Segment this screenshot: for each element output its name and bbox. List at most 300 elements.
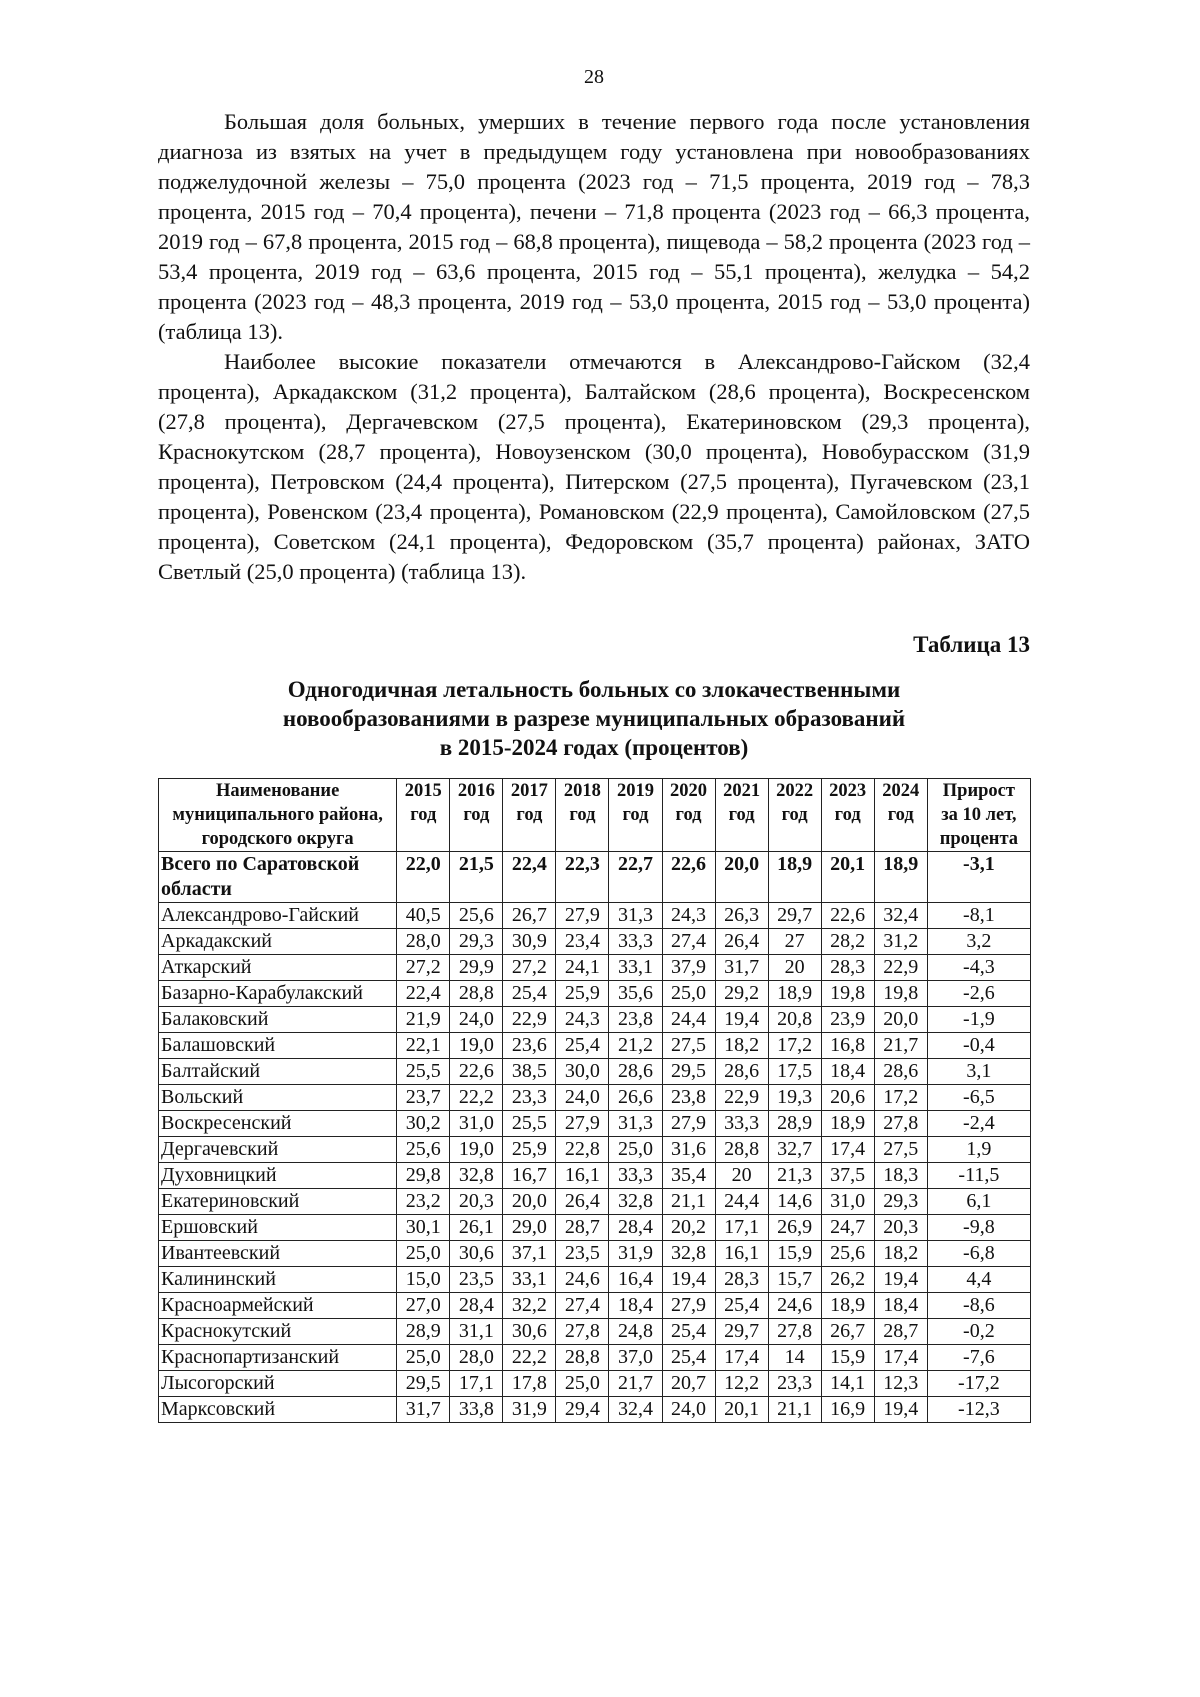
cell-value: 18,2 <box>874 1241 927 1267</box>
cell-value: 17,2 <box>874 1085 927 1111</box>
cell-value: 22,9 <box>715 1085 768 1111</box>
cell-value: 21,9 <box>397 1007 450 1033</box>
cell-value: 31,7 <box>397 1397 450 1423</box>
cell-value: 29,3 <box>450 929 503 955</box>
table-row <box>159 1085 1031 1111</box>
cell-value: 19,0 <box>450 1137 503 1163</box>
cell-value: 21,1 <box>768 1397 821 1423</box>
header-year-suffix: год <box>887 805 914 825</box>
header-year-suffix: год <box>463 805 490 825</box>
cell-value: 20,1 <box>821 852 874 903</box>
cell-value: 29,3 <box>874 1189 927 1215</box>
cell-value: 25,4 <box>662 1345 715 1371</box>
table-row <box>159 1007 1031 1033</box>
cell-value: 27,9 <box>662 1293 715 1319</box>
cell-growth: -8,1 <box>927 903 1030 929</box>
cell-value: 24,3 <box>556 1007 609 1033</box>
cell-value: 27 <box>768 929 821 955</box>
cell-value: 21,7 <box>874 1033 927 1059</box>
header-line: Наименование <box>215 781 340 801</box>
cell-value: 24,6 <box>768 1293 821 1319</box>
cell-value: 27,8 <box>768 1319 821 1345</box>
cell-value: 14,1 <box>821 1371 874 1397</box>
cell-value: 28,0 <box>450 1345 503 1371</box>
cell-value: 31,0 <box>450 1111 503 1137</box>
page-number: 28 <box>584 66 604 88</box>
row-name: Балаковский <box>159 1007 397 1033</box>
cell-value: 16,9 <box>821 1397 874 1423</box>
header-line: Прирост <box>942 781 1015 801</box>
cell-value: 27,8 <box>874 1111 927 1137</box>
cell-value: 28,9 <box>397 1319 450 1345</box>
cell-value: 25,4 <box>503 981 556 1007</box>
header-year-value: 2019 <box>616 781 654 801</box>
cell-value: 25,9 <box>503 1137 556 1163</box>
table-title <box>158 675 1030 762</box>
cell-growth: -2,4 <box>927 1111 1030 1137</box>
cell-value: 31,0 <box>821 1189 874 1215</box>
cell-value: 28,6 <box>609 1059 662 1085</box>
header-year-suffix: год <box>781 805 808 825</box>
cell-value: 14,6 <box>768 1189 821 1215</box>
cell-value: 24,0 <box>662 1397 715 1423</box>
cell-value: 25,5 <box>397 1059 450 1085</box>
cell-value: 17,1 <box>715 1215 768 1241</box>
cell-value: 26,1 <box>450 1215 503 1241</box>
cell-value: 22,6 <box>821 903 874 929</box>
cell-value: 15,9 <box>821 1345 874 1371</box>
row-name: Ивантеевский <box>159 1241 397 1267</box>
cell-value: 25,0 <box>609 1137 662 1163</box>
cell-value: 17,5 <box>768 1059 821 1085</box>
cell-value: 27,2 <box>503 955 556 981</box>
header-year-suffix: год <box>834 805 861 825</box>
table-title-line: новообразованиями в разрезе муниципальных образований <box>282 706 906 731</box>
header-year-value: 2017 <box>510 781 548 801</box>
cell-value: 40,5 <box>397 903 450 929</box>
row-name: Дергачевский <box>159 1137 397 1163</box>
cell-value: 21,3 <box>768 1163 821 1189</box>
cell-value: 19,4 <box>874 1397 927 1423</box>
cell-value: 28,3 <box>715 1267 768 1293</box>
cell-value: 21,1 <box>662 1189 715 1215</box>
cell-value: 31,7 <box>715 955 768 981</box>
table-row <box>159 1345 1031 1371</box>
table-row <box>159 1111 1031 1137</box>
cell-value: 22,0 <box>397 852 450 903</box>
cell-value: 23,8 <box>609 1007 662 1033</box>
cell-value: 27,5 <box>874 1137 927 1163</box>
cell-value: 20,0 <box>503 1189 556 1215</box>
cell-value: 26,9 <box>768 1215 821 1241</box>
header-year <box>821 779 874 852</box>
cell-value: 22,4 <box>503 852 556 903</box>
cell-growth: -0,4 <box>927 1033 1030 1059</box>
cell-value: 17,8 <box>503 1371 556 1397</box>
cell-value: 26,4 <box>556 1189 609 1215</box>
cell-value: 17,2 <box>768 1033 821 1059</box>
cell-value: 29,5 <box>662 1059 715 1085</box>
cell-value: 29,9 <box>450 955 503 981</box>
cell-value: 35,4 <box>662 1163 715 1189</box>
paragraph: Наиболее высокие показатели отмечаются в Александрово-Гайском (32,4 процента), Аркадакском (31,2 процента), Балтайском (28,6 процента), Воскресенском (27,8 процента), Дергачевском (27,5 процента), Екатериновском (29,3 процента), Краснокутском (28,7 процента), Новоузенском (30,0 процента), Новобурасском (31,9 процента), Петровском (24,4 процента), Питерском (27,5 процента), Пугачевском (23,1 процента), Ровенском (23,4 процента), Романовском (22,9 процента), Самойловском (27,5 процента), Советском (24,1 процента), Федоровском (35,7 процента) районах, ЗАТО Светлый (25,0 процента) (таблица 13). <box>158 349 1030 584</box>
cell-value: 23,4 <box>556 929 609 955</box>
cell-value: 29,8 <box>397 1163 450 1189</box>
body-text <box>158 107 1030 587</box>
total-row <box>159 852 1031 903</box>
cell-value: 26,7 <box>821 1319 874 1345</box>
cell-value: 17,4 <box>874 1345 927 1371</box>
cell-value: 16,1 <box>715 1241 768 1267</box>
cell-growth: 3,1 <box>927 1059 1030 1085</box>
cell-value: 29,5 <box>397 1371 450 1397</box>
row-name: Лысогорский <box>159 1371 397 1397</box>
cell-value: 29,2 <box>715 981 768 1007</box>
cell-value: 22,9 <box>874 955 927 981</box>
cell-value: 33,3 <box>609 1163 662 1189</box>
cell-value: 28,2 <box>821 929 874 955</box>
cell-value: 25,4 <box>556 1033 609 1059</box>
cell-value: 23,8 <box>662 1085 715 1111</box>
cell-value: 12,2 <box>715 1371 768 1397</box>
header-year <box>768 779 821 852</box>
cell-value: 19,4 <box>874 1267 927 1293</box>
cell-growth: -9,8 <box>927 1215 1030 1241</box>
cell-value: 28,0 <box>397 929 450 955</box>
cell-growth: -11,5 <box>927 1163 1030 1189</box>
cell-value: 37,5 <box>821 1163 874 1189</box>
cell-value: 28,7 <box>556 1215 609 1241</box>
cell-value: 30,6 <box>450 1241 503 1267</box>
cell-growth: -4,3 <box>927 955 1030 981</box>
cell-value: 14 <box>768 1345 821 1371</box>
cell-value: 27,4 <box>556 1293 609 1319</box>
cell-value: 25,6 <box>450 903 503 929</box>
cell-value: 20 <box>768 955 821 981</box>
cell-value: 29,0 <box>503 1215 556 1241</box>
table-row <box>159 1267 1031 1293</box>
header-year <box>609 779 662 852</box>
header-line: городского округа <box>201 829 354 849</box>
cell-value: 24,8 <box>609 1319 662 1345</box>
header-growth <box>927 779 1030 852</box>
cell-value: 19,4 <box>715 1007 768 1033</box>
cell-value: 24,7 <box>821 1215 874 1241</box>
row-name: Вольский <box>159 1085 397 1111</box>
row-name: Базарно-Карабулакский <box>159 981 397 1007</box>
cell-growth: -0,2 <box>927 1319 1030 1345</box>
cell-value: 37,0 <box>609 1345 662 1371</box>
cell-value: 24,4 <box>715 1189 768 1215</box>
header-year-value: 2015 <box>404 781 442 801</box>
cell-value: 19,0 <box>450 1033 503 1059</box>
cell-value: 25,4 <box>662 1319 715 1345</box>
cell-growth: -1,9 <box>927 1007 1030 1033</box>
header-year <box>874 779 927 852</box>
cell-value: 24,0 <box>450 1007 503 1033</box>
cell-value: 28,4 <box>609 1215 662 1241</box>
cell-value: 20,3 <box>450 1189 503 1215</box>
cell-value: 25,9 <box>556 981 609 1007</box>
cell-value: 26,6 <box>609 1085 662 1111</box>
cell-value: 25,5 <box>503 1111 556 1137</box>
cell-value: 22,4 <box>397 981 450 1007</box>
cell-value: 18,9 <box>768 981 821 1007</box>
table-header-row <box>159 779 1031 852</box>
row-name: Марксовский <box>159 1397 397 1423</box>
cell-growth: -6,8 <box>927 1241 1030 1267</box>
cell-value: 18,9 <box>821 1293 874 1319</box>
row-name: Ершовский <box>159 1215 397 1241</box>
cell-growth: -6,5 <box>927 1085 1030 1111</box>
header-line: за 10 лет, <box>941 805 1017 825</box>
cell-value: 29,4 <box>556 1397 609 1423</box>
cell-value: 22,2 <box>503 1345 556 1371</box>
cell-value: 23,2 <box>397 1189 450 1215</box>
cell-growth: -7,6 <box>927 1345 1030 1371</box>
cell-value: 28,8 <box>556 1345 609 1371</box>
cell-value: 22,6 <box>450 1059 503 1085</box>
cell-growth: -3,1 <box>927 852 1030 903</box>
cell-value: 25,0 <box>556 1371 609 1397</box>
row-name: Аткарский <box>159 955 397 981</box>
cell-value: 18,9 <box>821 1111 874 1137</box>
cell-value: 28,6 <box>715 1059 768 1085</box>
cell-value: 25,4 <box>715 1293 768 1319</box>
cell-value: 23,3 <box>768 1371 821 1397</box>
cell-value: 38,5 <box>503 1059 556 1085</box>
cell-value: 19,3 <box>768 1085 821 1111</box>
cell-value: 26,3 <box>715 903 768 929</box>
cell-value: 31,9 <box>609 1241 662 1267</box>
cell-value: 32,4 <box>874 903 927 929</box>
cell-value: 22,8 <box>556 1137 609 1163</box>
cell-value: 28,8 <box>450 981 503 1007</box>
cell-value: 28,4 <box>450 1293 503 1319</box>
row-name: Екатериновский <box>159 1189 397 1215</box>
header-year-suffix: год <box>622 805 649 825</box>
table-row <box>159 1241 1031 1267</box>
cell-value: 25,6 <box>397 1137 450 1163</box>
cell-value: 35,6 <box>609 981 662 1007</box>
cell-value: 20,7 <box>662 1371 715 1397</box>
header-year <box>556 779 609 852</box>
table-title-line: Одногодичная летальность больных со злокачественными <box>287 677 901 702</box>
cell-value: 18,9 <box>768 852 821 903</box>
cell-value: 30,9 <box>503 929 556 955</box>
cell-value: 18,4 <box>609 1293 662 1319</box>
cell-value: 20 <box>715 1163 768 1189</box>
paragraph: Большая доля больных, умерших в течение первого года после установления диагноза из взятых на учет в предыдущем году установлена при новообразованиях поджелудочной железы – 75,0 процента (2023 год – 71,5 процента, 2019 год – 78,3 процента, 2015 год – 70,4 процента), печени – 71,8 процента (2023 год – 66,3 процента, 2019 год – 67,8 процента, 2015 год – 68,8 процента), пищевода – 58,2 процента (2023 год – 53,4 процента, 2019 год – 63,6 процента, 2015 год – 55,1 процента), желудка – 54,2 процента (2023 год – 48,3 процента, 2019 год – 53,0 процента, 2015 год – 53,0 процента) (таблица 13). <box>158 109 1030 344</box>
cell-value: 31,3 <box>609 903 662 929</box>
table-row <box>159 1371 1031 1397</box>
table-row <box>159 1033 1031 1059</box>
header-year-suffix: год <box>516 805 543 825</box>
cell-value: 32,8 <box>662 1241 715 1267</box>
cell-value: 22,1 <box>397 1033 450 1059</box>
cell-value: 27,2 <box>397 955 450 981</box>
table-row <box>159 955 1031 981</box>
cell-value: 30,6 <box>503 1319 556 1345</box>
cell-value: 31,1 <box>450 1319 503 1345</box>
cell-value: 15,0 <box>397 1267 450 1293</box>
cell-value: 33,3 <box>609 929 662 955</box>
cell-value: 22,2 <box>450 1085 503 1111</box>
cell-value: 32,4 <box>609 1397 662 1423</box>
header-year-value: 2023 <box>829 781 867 801</box>
cell-value: 33,8 <box>450 1397 503 1423</box>
cell-value: 37,1 <box>503 1241 556 1267</box>
cell-growth: -2,6 <box>927 981 1030 1007</box>
cell-value: 28,9 <box>768 1111 821 1137</box>
header-year <box>503 779 556 852</box>
row-name: Александрово-Гайский <box>159 903 397 929</box>
cell-value: 16,4 <box>609 1267 662 1293</box>
cell-value: 16,1 <box>556 1163 609 1189</box>
cell-value: 27,9 <box>556 1111 609 1137</box>
cell-value: 20,6 <box>821 1085 874 1111</box>
cell-value: 33,1 <box>609 955 662 981</box>
cell-value: 23,6 <box>503 1033 556 1059</box>
cell-value: 20,3 <box>874 1215 927 1241</box>
cell-value: 12,3 <box>874 1371 927 1397</box>
cell-value: 32,7 <box>768 1137 821 1163</box>
cell-growth: 1,9 <box>927 1137 1030 1163</box>
table-row <box>159 1059 1031 1085</box>
header-year <box>450 779 503 852</box>
cell-value: 20,0 <box>874 1007 927 1033</box>
table-row <box>159 1397 1031 1423</box>
cell-value: 28,6 <box>874 1059 927 1085</box>
cell-value: 26,4 <box>715 929 768 955</box>
cell-value: 27,9 <box>556 903 609 929</box>
cell-value: 23,9 <box>821 1007 874 1033</box>
header-year-suffix: год <box>675 805 702 825</box>
row-name: Калининский <box>159 1267 397 1293</box>
header-year <box>715 779 768 852</box>
cell-growth: -17,2 <box>927 1371 1030 1397</box>
row-name: Духовницкий <box>159 1163 397 1189</box>
cell-value: 23,3 <box>503 1085 556 1111</box>
table-row <box>159 1293 1031 1319</box>
cell-value: 21,5 <box>450 852 503 903</box>
header-year <box>397 779 450 852</box>
cell-value: 21,7 <box>609 1371 662 1397</box>
cell-value: 18,2 <box>715 1033 768 1059</box>
cell-growth: -12,3 <box>927 1397 1030 1423</box>
cell-value: 30,0 <box>556 1059 609 1085</box>
row-name: Балашовский <box>159 1033 397 1059</box>
cell-value: 25,0 <box>397 1241 450 1267</box>
row-name: Всего по Саратовской области <box>159 852 397 903</box>
cell-value: 22,9 <box>503 1007 556 1033</box>
cell-value: 19,4 <box>662 1267 715 1293</box>
cell-value: 20,1 <box>715 1397 768 1423</box>
cell-value: 25,6 <box>821 1241 874 1267</box>
row-name: Воскресенский <box>159 1111 397 1137</box>
header-year-suffix: год <box>410 805 437 825</box>
cell-value: 24,4 <box>662 1007 715 1033</box>
cell-value: 20,8 <box>768 1007 821 1033</box>
cell-value: 27,8 <box>556 1319 609 1345</box>
row-name: Балтайский <box>159 1059 397 1085</box>
table-row <box>159 903 1031 929</box>
cell-value: 22,7 <box>609 852 662 903</box>
header-year <box>662 779 715 852</box>
cell-value: 18,4 <box>821 1059 874 1085</box>
cell-value: 29,7 <box>715 1319 768 1345</box>
cell-value: 25,0 <box>397 1345 450 1371</box>
header-year-value: 2022 <box>776 781 814 801</box>
cell-value: 31,6 <box>662 1137 715 1163</box>
header-year-suffix: год <box>728 805 755 825</box>
cell-value: 26,2 <box>821 1267 874 1293</box>
table-row <box>159 1189 1031 1215</box>
table-row <box>159 1215 1031 1241</box>
cell-value: 26,7 <box>503 903 556 929</box>
cell-value: 21,2 <box>609 1033 662 1059</box>
cell-growth: 4,4 <box>927 1267 1030 1293</box>
cell-value: 17,1 <box>450 1371 503 1397</box>
cell-value: 18,4 <box>874 1293 927 1319</box>
header-year-suffix: год <box>569 805 596 825</box>
header-year-value: 2016 <box>457 781 495 801</box>
table-row <box>159 929 1031 955</box>
cell-value: 19,8 <box>821 981 874 1007</box>
cell-value: 27,4 <box>662 929 715 955</box>
header-year-value: 2024 <box>882 781 920 801</box>
row-name: Аркадакский <box>159 929 397 955</box>
cell-value: 33,1 <box>503 1267 556 1293</box>
cell-value: 27,0 <box>397 1293 450 1319</box>
cell-value: 32,8 <box>609 1189 662 1215</box>
cell-value: 31,9 <box>503 1397 556 1423</box>
cell-value: 28,7 <box>874 1319 927 1345</box>
cell-value: 15,9 <box>768 1241 821 1267</box>
cell-value: 29,7 <box>768 903 821 929</box>
row-name: Краснопартизанский <box>159 1345 397 1371</box>
cell-value: 33,3 <box>715 1111 768 1137</box>
cell-value: 24,0 <box>556 1085 609 1111</box>
cell-growth: 6,1 <box>927 1189 1030 1215</box>
cell-value: 17,4 <box>715 1345 768 1371</box>
cell-value: 15,7 <box>768 1267 821 1293</box>
cell-value: 31,2 <box>874 929 927 955</box>
header-line: муниципального района, <box>172 805 383 825</box>
cell-value: 28,3 <box>821 955 874 981</box>
table-row <box>159 1319 1031 1345</box>
cell-value: 16,7 <box>503 1163 556 1189</box>
cell-value: 19,8 <box>874 981 927 1007</box>
cell-value: 32,8 <box>450 1163 503 1189</box>
cell-value: 27,9 <box>662 1111 715 1137</box>
table-row <box>159 1137 1031 1163</box>
header-year-value: 2021 <box>723 781 761 801</box>
header-year-value: 2020 <box>670 781 708 801</box>
cell-value: 23,5 <box>556 1241 609 1267</box>
cell-value: 20,0 <box>715 852 768 903</box>
table-label: Таблица 13 <box>913 632 1030 657</box>
cell-value: 18,9 <box>874 852 927 903</box>
cell-value: 17,4 <box>821 1137 874 1163</box>
cell-value: 28,8 <box>715 1137 768 1163</box>
row-name: Красноармейский <box>159 1293 397 1319</box>
cell-value: 23,7 <box>397 1085 450 1111</box>
table-title-line: в 2015-2024 годах (процентов) <box>439 735 749 760</box>
cell-value: 24,6 <box>556 1267 609 1293</box>
cell-value: 30,2 <box>397 1111 450 1137</box>
cell-value: 31,3 <box>609 1111 662 1137</box>
